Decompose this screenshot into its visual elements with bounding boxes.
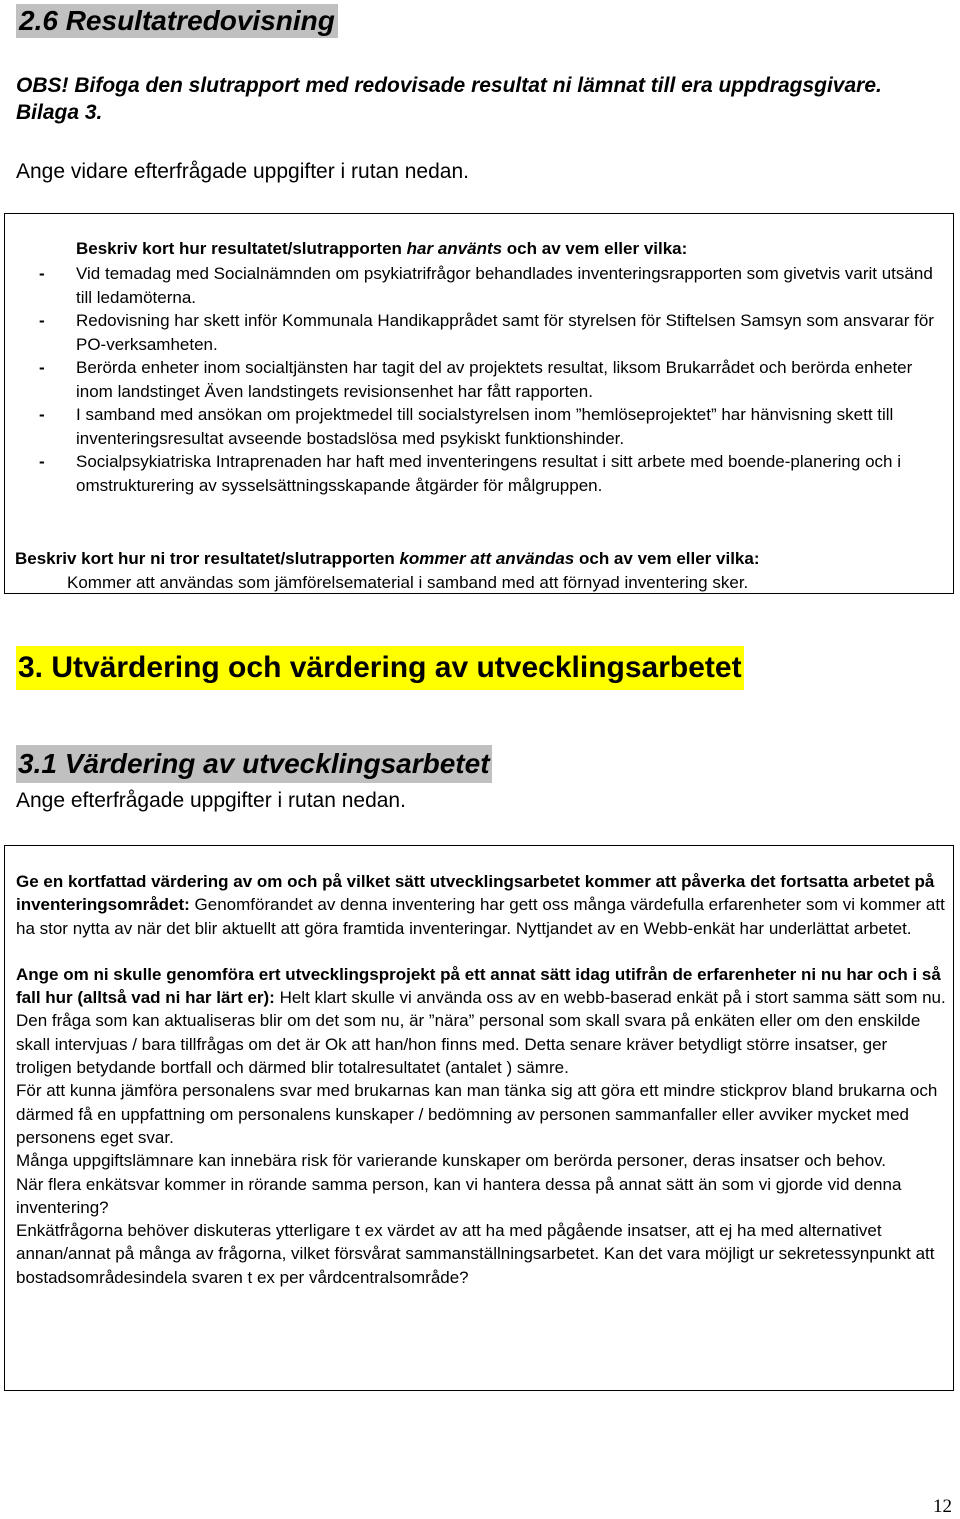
obs-note: OBS! Bifoga den slutrapport med redovisade resultat ni lämnat till era uppdragsgivare. Bilaga 3. (16, 74, 882, 124)
question-will-use: Beskriv kort hur ni tror resultatet/slutrapporten kommer att användas och av vem eller vilka: (15, 549, 760, 568)
evaluation-paragraph-6: Enkätfrågorna behöver diskuteras ytterligare t ex värdet av att ha med pågående insatser, att ej ha med alternativet annan/annat på många av frågorna, vilket försvårat sammanställningsarbetet. Kan det vara möjligt ur sekretessynpunkt att bostadsområdesindela svaren t ex per vårdcentralsområde? (16, 1221, 935, 1287)
evaluation-paragraph-3: För att kunna jämföra personalens svar med brukarnas kan man tänka sig att göra ett mindre stickprov bland brukarna och därmed få en uppfattning om personalens kunskaper / bedömning av personen sammanfaller eller avviker mycket med personens eget svar. (16, 1081, 938, 1147)
section-heading-3-1: 3.1 Värdering av utvecklingsarbetet (16, 745, 492, 783)
usage-list (5, 262, 945, 497)
instruction-text: Ange vidare efterfrågade uppgifter i rutan nedan. (16, 160, 469, 183)
evaluation-paragraph-4: Många uppgiftslämnare kan innebära risk för varierande kunskaper om berörda personer, deras insatser och behov. (16, 1151, 887, 1171)
page-number: 12 (933, 1496, 952, 1517)
results-box (4, 213, 954, 594)
list-item: - I samband med ansökan om projektmedel till socialstyrelsen inom ”hemlöseprojektet” har hänvisning skett till inventeringsresultat avseende bostadslösa med psykiskt funktionshinder. (39, 405, 894, 448)
instruction-text-2: Ange efterfrågade uppgifter i rutan nedan. (16, 789, 406, 812)
list-item: - Redovisning har skett inför Kommunala Handikapprådet samt för styrelsen för Stiftelsen Samsyn som ansvarar för PO-verksamheten. (39, 311, 934, 354)
list-item: - Socialpsykiatriska Intraprenaden har haft med inventeringens resultat i sitt arbete med boende-planering och i omstrukturering av sysselsättningsskapande åtgärder för målgruppen. (39, 452, 901, 495)
question-used: Beskriv kort hur resultatet/slutrapporten har använts och av vem eller vilka: (76, 239, 688, 258)
list-item: - Vid temadag med Socialnämnden om psykiatrifrågor behandlades inventeringsrapporten som givetvis varit utsänd till ledamöterna. (39, 264, 933, 307)
answer-will-use: Kommer att användas som jämförelsematerial i samband med att förnyad inventering sker. (67, 573, 749, 592)
evaluation-paragraph-2: Ange om ni skulle genomföra ert utvecklingsprojekt på ett annat sätt idag utifrån de erfarenheter ni nu har och i så fall hur (alltså vad ni har lärt er): Helt klart skulle vi använda oss av en webb-baserad enkät på i stort samma sätt som nu. Den fråga som kan aktualiseras blir om det som nu, är ”nära” personal som skall svara på enkäten eller om den enskilde skall intervjuas / bara tillfrågas om det är Ok att han/hon finns med. Detta senare kräver betydligt större insatser, ger troligen betydande bortfall och därmed blir totalresultatet (antalet ) sämre. (16, 964, 946, 1078)
evaluation-paragraph-1: Ge en kortfattad värdering av om och på vilket sätt utvecklingsarbetet kommer att påverka det fortsatta arbetet på inventeringsområdet: Genomförandet av denna inventering har gett oss många värdefulla erfarenheter som vi kommer att ha stor nytta av när det blir aktuellt att göra framtida inventeringar. Nyttjandet av en Webb-enkät har underlättat arbetet. (16, 872, 945, 938)
section-heading-3: 3. Utvärdering och värdering av utvecklingsarbetet (16, 646, 744, 690)
section-heading-2-6: 2.6 Resultatredovisning (16, 4, 338, 38)
evaluation-box (4, 845, 954, 1391)
evaluation-paragraph-5: När flera enkätsvar kommer in rörande samma person, kan vi hantera dessa på annat sätt än som vi gjorde vid denna inventering? (16, 1174, 902, 1217)
list-item: - Berörda enheter inom socialtjänsten har tagit del av projektets resultat, liksom Brukarrådet och berörda enheter inom landstinget Även landstingets revisionsenhet har fått rapporten. (39, 358, 913, 401)
